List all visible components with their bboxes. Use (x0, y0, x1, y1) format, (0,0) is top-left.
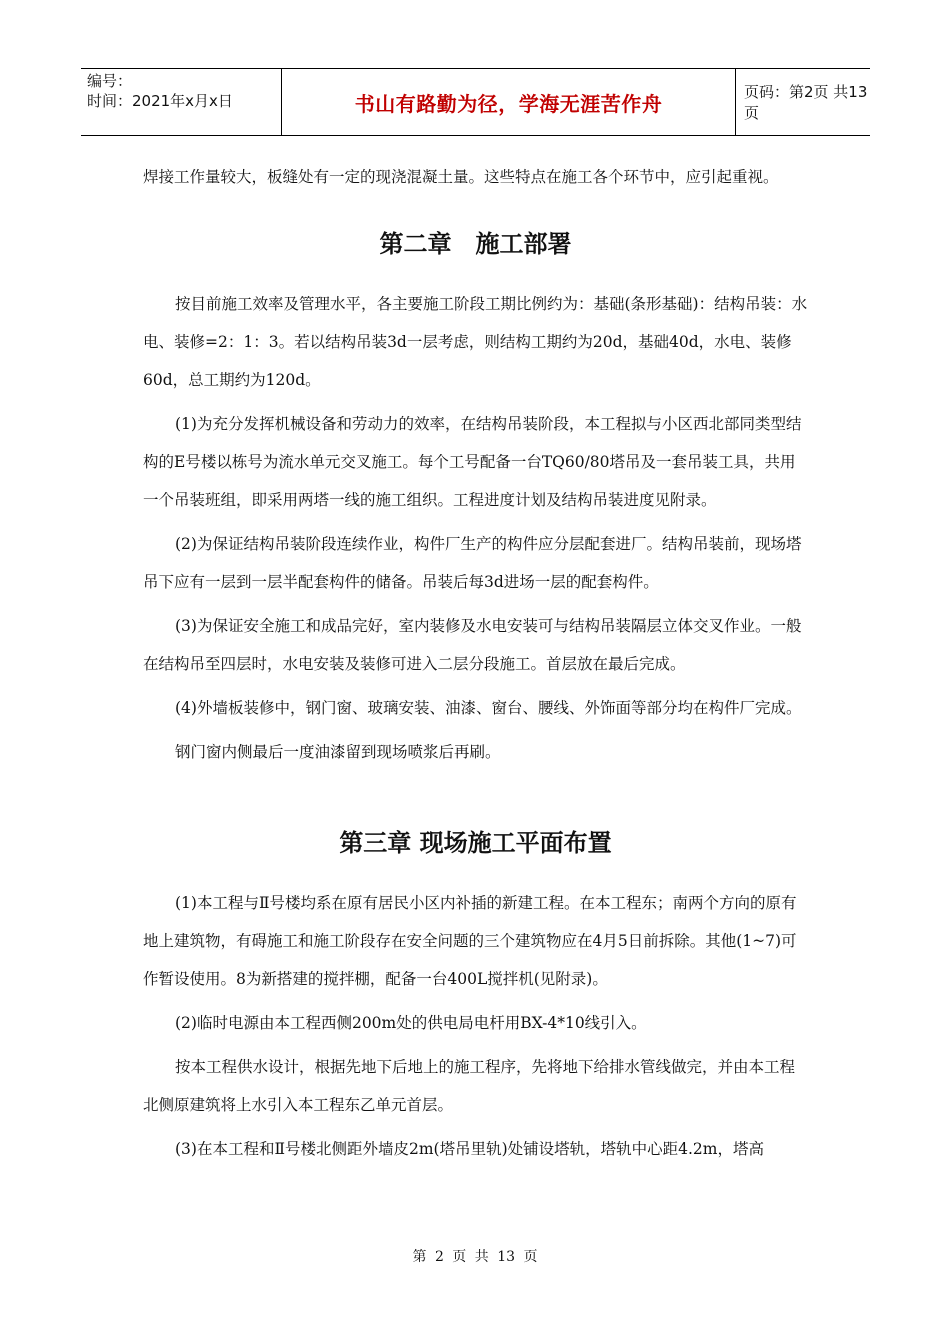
chapter2-title: 第二章 施工部署 (379, 230, 572, 258)
page-footer: 第 2 页 共 13 页 (412, 1249, 538, 1265)
header-page-info: 页码：第2页 共13页 (744, 83, 868, 122)
document-date-label: 时间：2021年x月x日 (87, 92, 233, 110)
chapter2-paragraph: (1)为充分发挥机械设备和劳动力的效率，在结构吊装阶段，本工程拟与小区西北部同类型结构的E号楼以栋号为流水单元交叉施工。每个工号配备一台TQ60/80塔吊及一套吊装工具，共用一个吊装班组，即采用两塔一线的施工组织。工程进度计划及结构吊装进度见附录。 (143, 415, 802, 509)
page-header (81, 68, 870, 136)
chapter2-paragraph: (4)外墙板装修中，钢门窗、玻璃安装、油漆、窗台、腰线、外饰面等部分均在构件厂完成。 (175, 699, 802, 717)
header-motto-cell (281, 69, 736, 135)
header-motto: 书山有路勤为径，学海无涯苦作舟 (354, 91, 663, 116)
intro-paragraph: 焊接工作量较大，板缝处有一定的现浇混凝土量。这些特点在施工各个环节中，应引起重视。 (143, 168, 779, 186)
document-body (143, 158, 808, 1168)
document-number-label: 编号： (87, 72, 133, 90)
chapter3-paragraph: (1)本工程与Ⅱ号楼均系在原有居民小区内补插的新建工程。在本工程东；南两个方向的原有地上建筑物，有碍施工和施工阶段存在安全问题的三个建筑物应在4月5日前拆除。其他(1~7)可作暂设使用。8为新搭建的搅拌棚，配备一台400L搅拌机(见附录)。 (143, 894, 797, 988)
chapter3-paragraph: 按本工程供水设计，根据先地下后地上的施工程序，先将地下给排水管线做完，并由本工程北侧原建筑将上水引入本工程东乙单元首层。 (143, 1058, 796, 1114)
chapter2-paragraph: 钢门窗内侧最后一度油漆留到现场喷浆后再刷。 (175, 743, 501, 761)
chapter3-paragraph: (2)临时电源由本工程西侧200m处的供电局电杆用BX-4*10线引入。 (175, 1014, 647, 1032)
header-meta-cell (81, 69, 281, 135)
chapter2-paragraph: (2)为保证结构吊装阶段连续作业，构件厂生产的构件应分层配套进厂。结构吊装前，现场塔吊下应有一层到一层半配套构件的储备。吊装后每3d进场一层的配套构件。 (143, 535, 802, 591)
chapter3-title: 第三章 现场施工平面布置 (339, 829, 612, 857)
chapter2-paragraph: 按目前施工效率及管理水平，各主要施工阶段工期比例约为：基础(条形基础)：结构吊装：水电、装修=2：1：3。若以结构吊装3d一层考虑，则结构工期约为20d，基础40d，水电、装修60d，总工期约为120d。 (143, 295, 808, 389)
chapter3-paragraph: (3)在本工程和Ⅱ号楼北侧距外墙皮2m(塔吊里轨)处铺设塔轨，塔轨中心距4.2m，塔高 (175, 1140, 764, 1158)
header-page-cell (736, 69, 870, 135)
chapter2-paragraph: (3)为保证安全施工和成品完好，室内装修及水电安装可与结构吊装隔层立体交叉作业。一般在结构吊至四层时，水电安装及装修可进入二层分段施工。首层放在最后完成。 (143, 617, 802, 673)
